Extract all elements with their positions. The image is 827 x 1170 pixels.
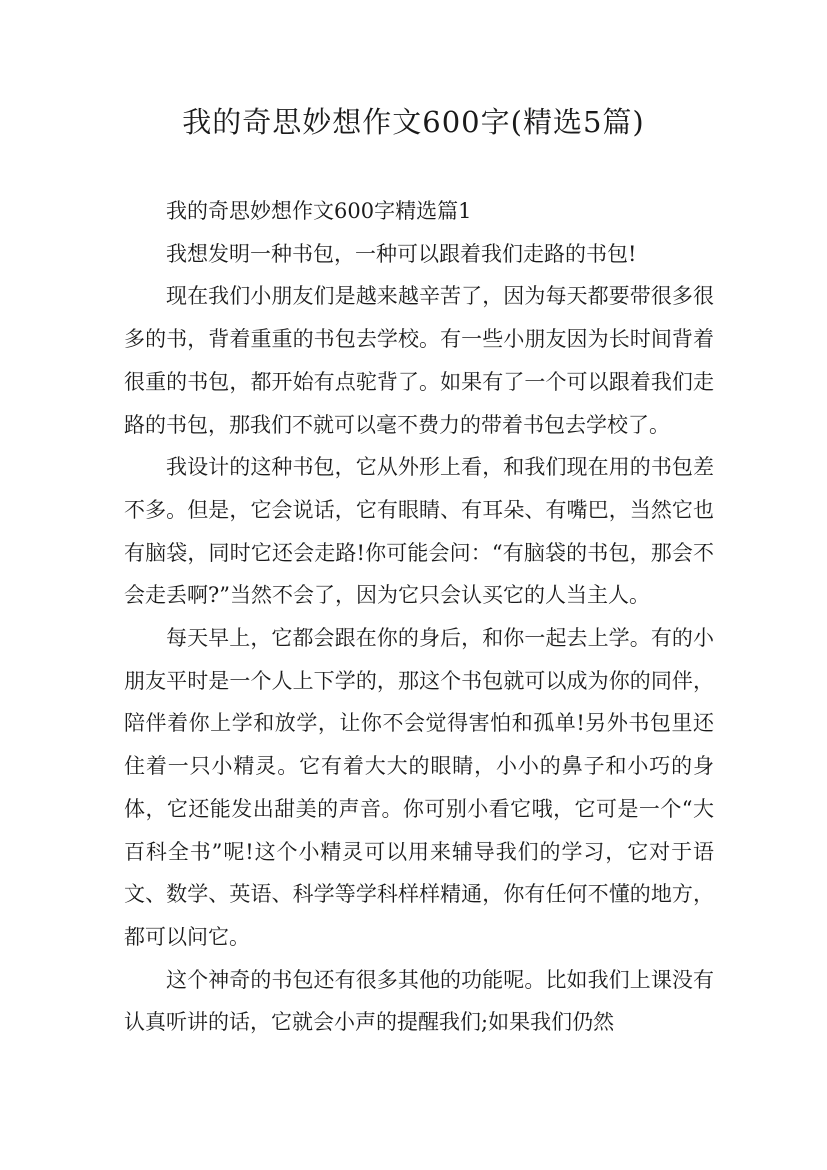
paragraph: 这个神奇的书包还有很多其他的功能呢。比如我们上课没有认真听讲的话，它就会小声的提醒我们;如果我们仍然: [124, 967, 714, 1035]
paragraph: 我设计的这种书包，它从外形上看，和我们现在用的书包差不多。但是，它会说话，它有眼睛、有耳朵、有嘴巴，当然它也有脑袋，同时它还会走路!你可能会问：“有脑袋的书包，那会不会走丢啊?”当然不会了，因为它只会认买它的人当主人。: [124, 455, 714, 608]
paragraph: 每天早上，它都会跟在你的身后，和你一起去上学。有的小朋友平时是一个人上下学的，那这个书包就可以成为你的同伴，陪伴着你上学和放学，让你不会觉得害怕和孤单!另外书包里还住着一只小精灵。它有着大大的眼睛，小小的鼻子和小巧的身体，它还能发出甜美的声音。你可别小看它哦，它可是一个“大百科全书”呢!这个小精灵可以用来辅导我们的学习，它对于语文、数学、英语、科学等学科样样精通，你有任何不懂的地方，都可以问它。: [124, 626, 714, 949]
paragraph: 我想发明一种书包，一种可以跟着我们走路的书包!: [166, 241, 637, 266]
section-heading: 我的奇思妙想作文600字精选篇1: [166, 199, 472, 223]
document-title: 我的奇思妙想作文600字(精选5篇): [182, 105, 645, 139]
document-body: [124, 190, 714, 1044]
paragraph: 现在我们小朋友们是越来越辛苦了，因为每天都要带很多很多的书，背着重重的书包去学校。有一些小朋友因为长时间背着很重的书包，都开始有点驼背了。如果有了一个可以跟着我们走路的书包，那我们不就可以毫不费力的带着书包去学校了。: [124, 284, 714, 437]
